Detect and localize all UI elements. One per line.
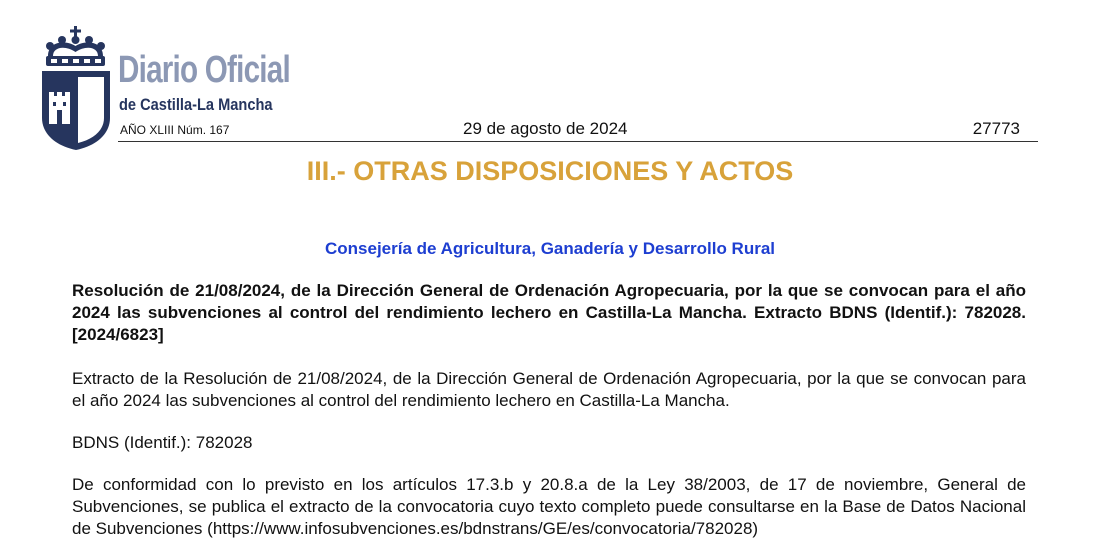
masthead-subtitle: de Castilla-La Mancha xyxy=(119,95,273,114)
ministry-name: Consejería de Agricultura, Ganadería y Desarrollo Rural xyxy=(324,239,776,258)
extract-paragraph: Extracto de la Resolución de 21/08/2024, de la Dirección General de Ordenación Agropecuaria, por la que se convocan para el año 2024 las subvenciones al control del rendimiento lechero en Castilla-La Mancha. xyxy=(72,369,1026,410)
header-divider xyxy=(118,141,1038,142)
resolution-title: Resolución de 21/08/2024, de la Dirección General de Ordenación Agropecuaria, por la que se convocan para el año 2024 las subvenciones al control del rendimiento lechero en Castilla-La Mancha. Extracto BDNS (Identif.): 782028. [2024/6823] xyxy=(72,281,1026,344)
issue-info: AÑO XLIII Núm. 167 xyxy=(120,123,230,137)
section-title: III.- OTRAS DISPOSICIONES Y ACTOS xyxy=(306,156,794,186)
conformity-paragraph: De conformidad con lo previsto en los artículos 17.3.b y 20.8.a de la Ley 38/2003, de 17 de noviembre, General de Subvenciones, se publica el extracto de la convocatoria cuyo texto completo puede consultarse en la Base de Datos Nacional de Subvenciones (https://www.infosubvenciones.es/bdnstrans/GE/es/convocatoria/782028) xyxy=(72,475,1026,538)
masthead-title: Diario Oficial xyxy=(118,49,290,91)
page-number: 27773 xyxy=(972,119,1020,138)
issue-date: 29 de agosto de 2024 xyxy=(463,119,628,138)
castilla-la-mancha-crest-icon xyxy=(40,26,120,150)
masthead-wordmark xyxy=(118,49,290,120)
bdns-identifier: BDNS (Identif.): 782028 xyxy=(72,433,253,452)
document-body xyxy=(72,280,1026,540)
